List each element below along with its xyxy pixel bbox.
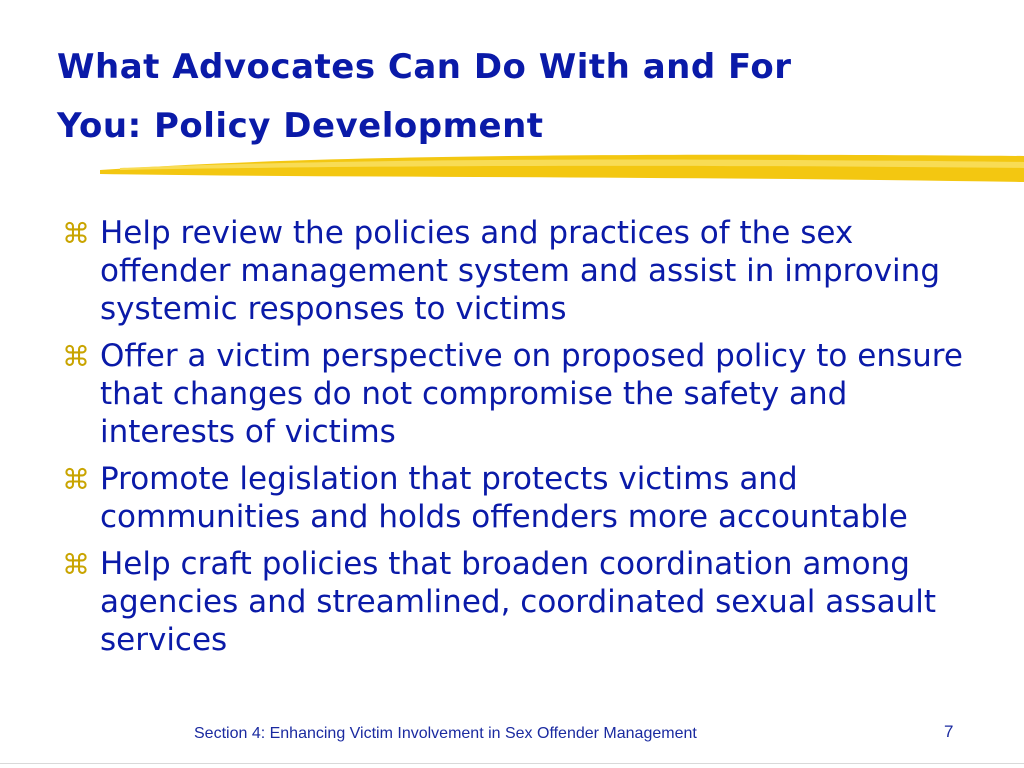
bullet-item	[62, 337, 982, 451]
bottom-divider	[0, 763, 1024, 764]
z-bullet-icon: ⌘	[62, 548, 90, 581]
z-bullet-icon: ⌘	[62, 463, 90, 496]
z-bullet-icon: ⌘	[62, 217, 90, 250]
page-number: 7	[944, 722, 954, 741]
z-bullet-icon: ⌘	[62, 340, 90, 373]
slide-title-line-2: You: Policy Development	[57, 106, 544, 146]
bullet-text: Help review the policies and practices of the sex offender management system and assist in improving systemic responses to victims	[100, 215, 940, 327]
bullet-list	[62, 214, 982, 668]
bullet-text: Offer a victim perspective on proposed policy to ensure that changes do not compromise the safety and interests of victims	[100, 338, 963, 450]
slide-footer: Section 4: Enhancing Victim Involvement in Sex Offender Management	[194, 725, 697, 742]
bullet-item	[62, 214, 982, 328]
slide-title-line-1: What Advocates Can Do With and For	[57, 47, 792, 87]
bullet-item	[62, 545, 982, 659]
title-underline-swoosh	[100, 148, 1024, 188]
slide-title	[57, 38, 957, 156]
bullet-text: Promote legislation that protects victims and communities and holds offenders more accountable	[100, 461, 908, 535]
bullet-text: Help craft policies that broaden coordination among agencies and streamlined, coordinated sexual assault services	[100, 546, 936, 658]
bullet-item	[62, 460, 982, 536]
